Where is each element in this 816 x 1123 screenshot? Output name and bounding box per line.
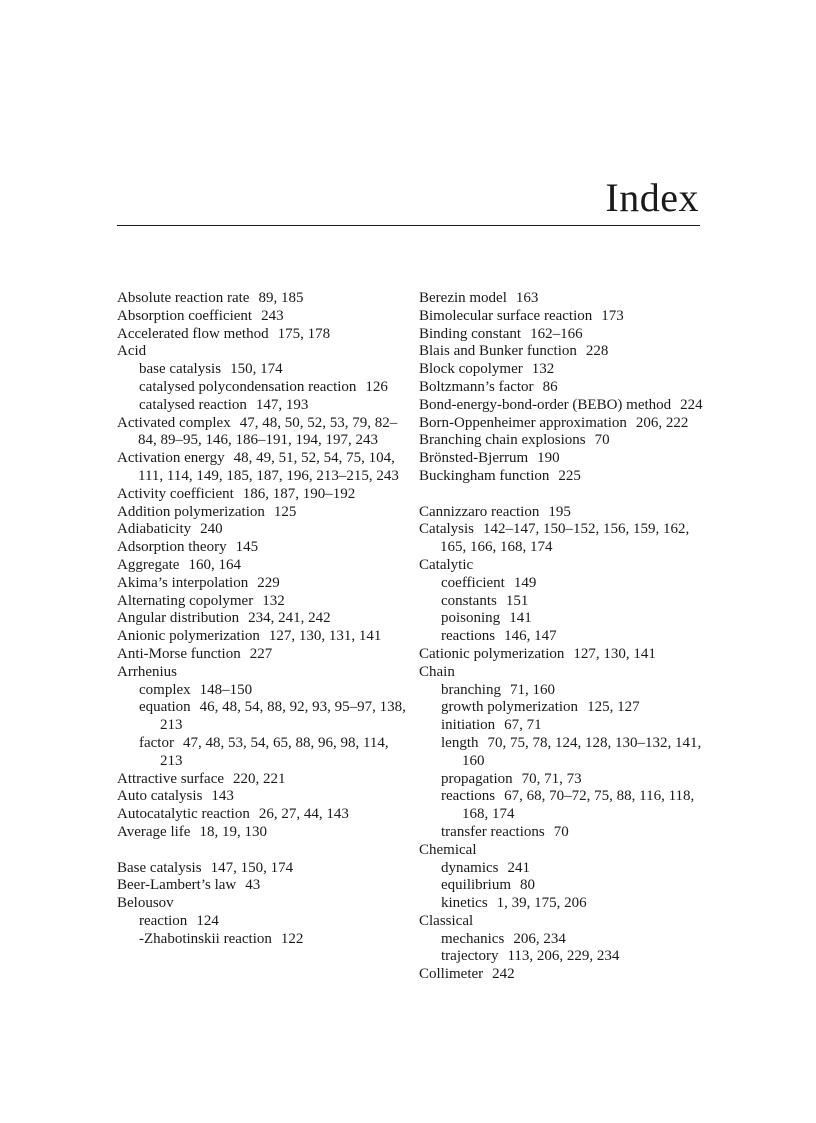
index-pages: 18, 19, 130 — [199, 823, 267, 840]
index-term: Beer-Lambert’s law — [117, 877, 237, 894]
index-subentry — [117, 931, 407, 949]
index-pages: 146, 147 — [504, 628, 557, 645]
index-term: Classical — [419, 912, 474, 929]
index-group-gap — [419, 486, 709, 504]
index-term: poisoning — [441, 610, 501, 627]
index-term: Autocatalytic reaction — [117, 806, 250, 823]
index-pages: 142–147, 150–152, 156, 159, 162, 165, 166, 168, 174 — [440, 521, 690, 556]
index-pages: 229 — [257, 574, 280, 591]
index-term: catalysed polycondensation reaction — [139, 378, 357, 395]
index-pages: 126 — [365, 378, 388, 395]
index-entry — [419, 308, 709, 326]
index-entry — [117, 343, 407, 361]
index-subentry — [419, 931, 709, 949]
index-pages: 124 — [196, 912, 219, 929]
index-term: equation — [139, 699, 191, 716]
index-term: Addition polymerization — [117, 503, 265, 520]
index-subentry — [117, 397, 407, 415]
index-pages: 89, 185 — [258, 290, 304, 306]
index-pages: 71, 160 — [509, 681, 555, 698]
index-entry — [419, 379, 709, 397]
index-term: Angular distribution — [117, 610, 240, 627]
index-pages: 150, 174 — [230, 361, 283, 378]
index-entry — [117, 308, 407, 326]
index-term: trajectory — [441, 948, 499, 965]
index-pages: 70 — [594, 432, 610, 449]
index-term: Bimolecular surface reaction — [419, 307, 593, 324]
index-pages: 148–150 — [199, 681, 253, 698]
index-pages: 70, 71, 73 — [521, 770, 582, 787]
index-term: Catalytic — [419, 556, 474, 573]
index-subentry — [117, 699, 407, 735]
index-pages: 80 — [520, 877, 535, 894]
index-entry — [117, 593, 407, 611]
index-term: Alternating copolymer — [117, 592, 254, 609]
index-subentry — [419, 593, 709, 611]
index-term: Chemical — [419, 841, 477, 858]
index-term: Akima’s interpolation — [117, 574, 249, 591]
index-term: -Zhabotinskii reaction — [139, 930, 272, 947]
index-term: equilibrium — [441, 877, 511, 894]
index-pages: 70 — [553, 823, 569, 840]
index-term: Binding constant — [419, 325, 522, 342]
index-pages: 186, 187, 190–192 — [242, 485, 356, 502]
index-entry — [419, 432, 709, 450]
index-entry — [419, 646, 709, 664]
index-term: Anti-Morse function — [117, 645, 241, 662]
index-pages: 113, 206, 229, 234 — [507, 948, 620, 965]
index-entry — [117, 450, 407, 486]
index-subentry — [419, 860, 709, 878]
index-subentry — [117, 913, 407, 931]
index-pages: 132 — [262, 592, 285, 609]
index-pages: 1, 39, 175, 206 — [496, 895, 587, 912]
index-pages: 163 — [515, 290, 539, 306]
index-subentry — [419, 682, 709, 700]
index-entry — [419, 415, 709, 433]
index-pages: 160, 164 — [188, 556, 241, 573]
index-term: Activated complex — [117, 414, 231, 431]
index-entry — [117, 521, 407, 539]
index-entry — [117, 628, 407, 646]
index-pages: 234, 241, 242 — [248, 610, 331, 627]
index-term: dynamics — [441, 859, 499, 876]
index-entry — [117, 877, 407, 895]
index-term: Arrhenius — [117, 663, 177, 680]
index-pages: 122 — [280, 930, 304, 947]
index-term: Chain — [419, 663, 455, 680]
index-entry — [117, 771, 407, 789]
index-term: Buckingham function — [419, 467, 550, 484]
index-pages: 206, 222 — [635, 414, 689, 431]
index-term: factor — [139, 734, 174, 751]
index-pages: 86 — [542, 378, 558, 395]
index-pages: 241 — [507, 859, 530, 876]
index-pages: 143 — [211, 788, 234, 805]
index-term: Collimeter — [419, 966, 484, 983]
index-entry — [419, 521, 709, 557]
index-pages: 243 — [261, 307, 284, 324]
index-pages: 228 — [585, 343, 609, 360]
index-entry — [117, 806, 407, 824]
index-pages: 127, 130, 141 — [573, 645, 656, 662]
index-entry — [419, 290, 709, 308]
index-pages: 151 — [505, 592, 529, 609]
index-pages: 224 — [680, 396, 703, 413]
index-entry — [117, 539, 407, 557]
index-term: branching — [441, 681, 501, 698]
index-entry — [117, 610, 407, 628]
index-term: Bond-energy-bond-order (BEBO) method — [419, 396, 672, 413]
index-term: Catalysis — [419, 521, 474, 538]
page-title: Index — [605, 175, 699, 220]
index-pages: 67, 71 — [504, 717, 542, 734]
index-term: Average life — [117, 823, 191, 840]
index-term: Base catalysis — [117, 859, 202, 876]
title-rule — [117, 225, 700, 226]
index-subentry — [117, 361, 407, 379]
index-term: Berezin model — [419, 290, 507, 306]
index-subentry — [419, 771, 709, 789]
index-term: reactions — [441, 628, 496, 645]
index-term: reaction — [139, 912, 188, 929]
index-subentry — [419, 699, 709, 717]
index-term: kinetics — [441, 895, 488, 912]
index-term: mechanics — [441, 930, 505, 947]
index-pages: 48, 49, 51, 52, 54, 75, 104, 111, 114, 149, 185, 187, 196, 213–215, 243 — [138, 450, 399, 484]
index-term: coefficient — [441, 574, 505, 591]
index-pages: 173 — [601, 307, 624, 324]
index-term: Boltzmann’s factor — [419, 378, 534, 395]
index-subentry — [419, 628, 709, 646]
index-subentry — [117, 735, 407, 771]
index-term: constants — [441, 592, 497, 609]
index-entry — [117, 326, 407, 344]
index-pages: 67, 68, 70–72, 75, 88, 116, 118, 168, 174 — [462, 788, 695, 823]
index-pages: 242 — [492, 966, 515, 983]
index-pages: 70, 75, 78, 124, 128, 130–132, 141, 160 — [462, 734, 702, 769]
index-term: growth polymerization — [441, 699, 579, 716]
index-pages: 47, 48, 53, 54, 65, 88, 96, 98, 114, 213 — [160, 734, 389, 769]
index-group-gap — [117, 842, 407, 860]
index-term: Branching chain explosions — [419, 432, 586, 449]
index-entry — [419, 842, 709, 860]
index-entry — [419, 913, 709, 931]
index-subentry — [419, 895, 709, 913]
index-entry — [117, 557, 407, 575]
index-entry — [117, 895, 407, 913]
index-term: Anionic polymerization — [117, 628, 260, 645]
index-term: Born-Oppenheimer approximation — [419, 414, 627, 431]
index-pages: 195 — [548, 503, 571, 520]
index-subentry — [419, 735, 709, 771]
index-term: Absorption coefficient — [117, 307, 253, 324]
index-pages: 175, 178 — [277, 325, 331, 342]
index-term: transfer reactions — [441, 823, 545, 840]
index-entry — [419, 450, 709, 468]
index-subentry — [419, 824, 709, 842]
index-entry — [117, 486, 407, 504]
index-term: Activation energy — [117, 450, 225, 467]
index-term: initiation — [441, 717, 496, 734]
index-entry — [419, 397, 709, 415]
index-term: Auto catalysis — [117, 788, 203, 805]
index-entry — [419, 343, 709, 361]
index-entry — [117, 575, 407, 593]
index-pages: 206, 234 — [513, 930, 566, 947]
index-term: propagation — [441, 770, 513, 787]
index-term: Adsorption theory — [117, 539, 227, 556]
index-pages: 227 — [249, 645, 273, 662]
index-term: Adiabaticity — [117, 521, 192, 538]
index-entry — [117, 788, 407, 806]
index-term: Accelerated flow method — [117, 325, 269, 342]
index-entry — [419, 326, 709, 344]
index-entry — [117, 290, 407, 308]
index-subentry — [117, 379, 407, 397]
index-entry — [117, 860, 407, 878]
index-pages: 240 — [200, 521, 223, 538]
index-term: Brönsted-Bjerrum — [419, 450, 529, 467]
index-entry — [419, 468, 709, 486]
index-pages: 149 — [513, 574, 537, 591]
index-pages: 26, 27, 44, 143 — [258, 806, 349, 823]
index-term: Attractive surface — [117, 770, 225, 787]
index-term: Aggregate — [117, 556, 180, 573]
index-subentry — [419, 877, 709, 895]
index-entry — [117, 646, 407, 664]
index-term: Blais and Bunker function — [419, 343, 577, 360]
index-subentry — [419, 948, 709, 966]
index-entry — [117, 415, 407, 451]
index-term: complex — [139, 681, 191, 698]
index-pages: 46, 48, 54, 88, 92, 93, 95–97, 138, 213 — [160, 699, 406, 734]
index-subentry — [419, 610, 709, 628]
index-term: Cationic polymerization — [419, 645, 565, 662]
index-column-right — [419, 290, 709, 984]
index-column-left — [117, 290, 407, 948]
index-entry — [117, 824, 407, 842]
index-entry — [419, 504, 709, 522]
index-pages: 147, 193 — [255, 396, 309, 413]
index-pages: 190 — [537, 450, 560, 467]
index-pages: 47, 48, 50, 52, 53, 79, 82–84, 89–95, 146, 186–191, 194, 197, 243 — [138, 414, 398, 449]
index-entry — [419, 361, 709, 379]
index-term: Activity coefficient — [117, 485, 234, 502]
index-pages: 162–166 — [530, 325, 583, 342]
index-entry — [419, 664, 709, 682]
index-subentry — [419, 575, 709, 593]
index-pages: 127, 130, 131, 141 — [268, 628, 382, 645]
index-term: Absolute reaction rate — [117, 290, 250, 306]
index-term: Belousov — [117, 895, 174, 912]
index-pages: 43 — [245, 877, 261, 894]
index-pages: 141 — [509, 610, 532, 627]
index-pages: 125, 127 — [587, 699, 640, 716]
index-pages: 125 — [273, 503, 297, 520]
index-term: catalysed reaction — [139, 396, 247, 413]
index-term: length — [441, 734, 479, 751]
index-entry — [117, 664, 407, 682]
index-term: reactions — [441, 788, 496, 805]
index-pages: 147, 150, 174 — [210, 859, 294, 876]
index-subentry — [419, 788, 709, 824]
index-subentry — [117, 682, 407, 700]
index-term: Block copolymer — [419, 361, 523, 378]
index-pages: 132 — [531, 361, 555, 378]
index-entry — [419, 557, 709, 575]
index-term: base catalysis — [139, 361, 222, 378]
index-term: Acid — [117, 343, 147, 360]
index-pages: 225 — [558, 467, 581, 484]
index-term: Cannizzaro reaction — [419, 503, 540, 520]
index-subentry — [419, 717, 709, 735]
index-entry — [117, 504, 407, 522]
index-pages: 145 — [235, 539, 259, 556]
index-pages: 220, 221 — [233, 770, 286, 787]
index-entry — [419, 966, 709, 984]
